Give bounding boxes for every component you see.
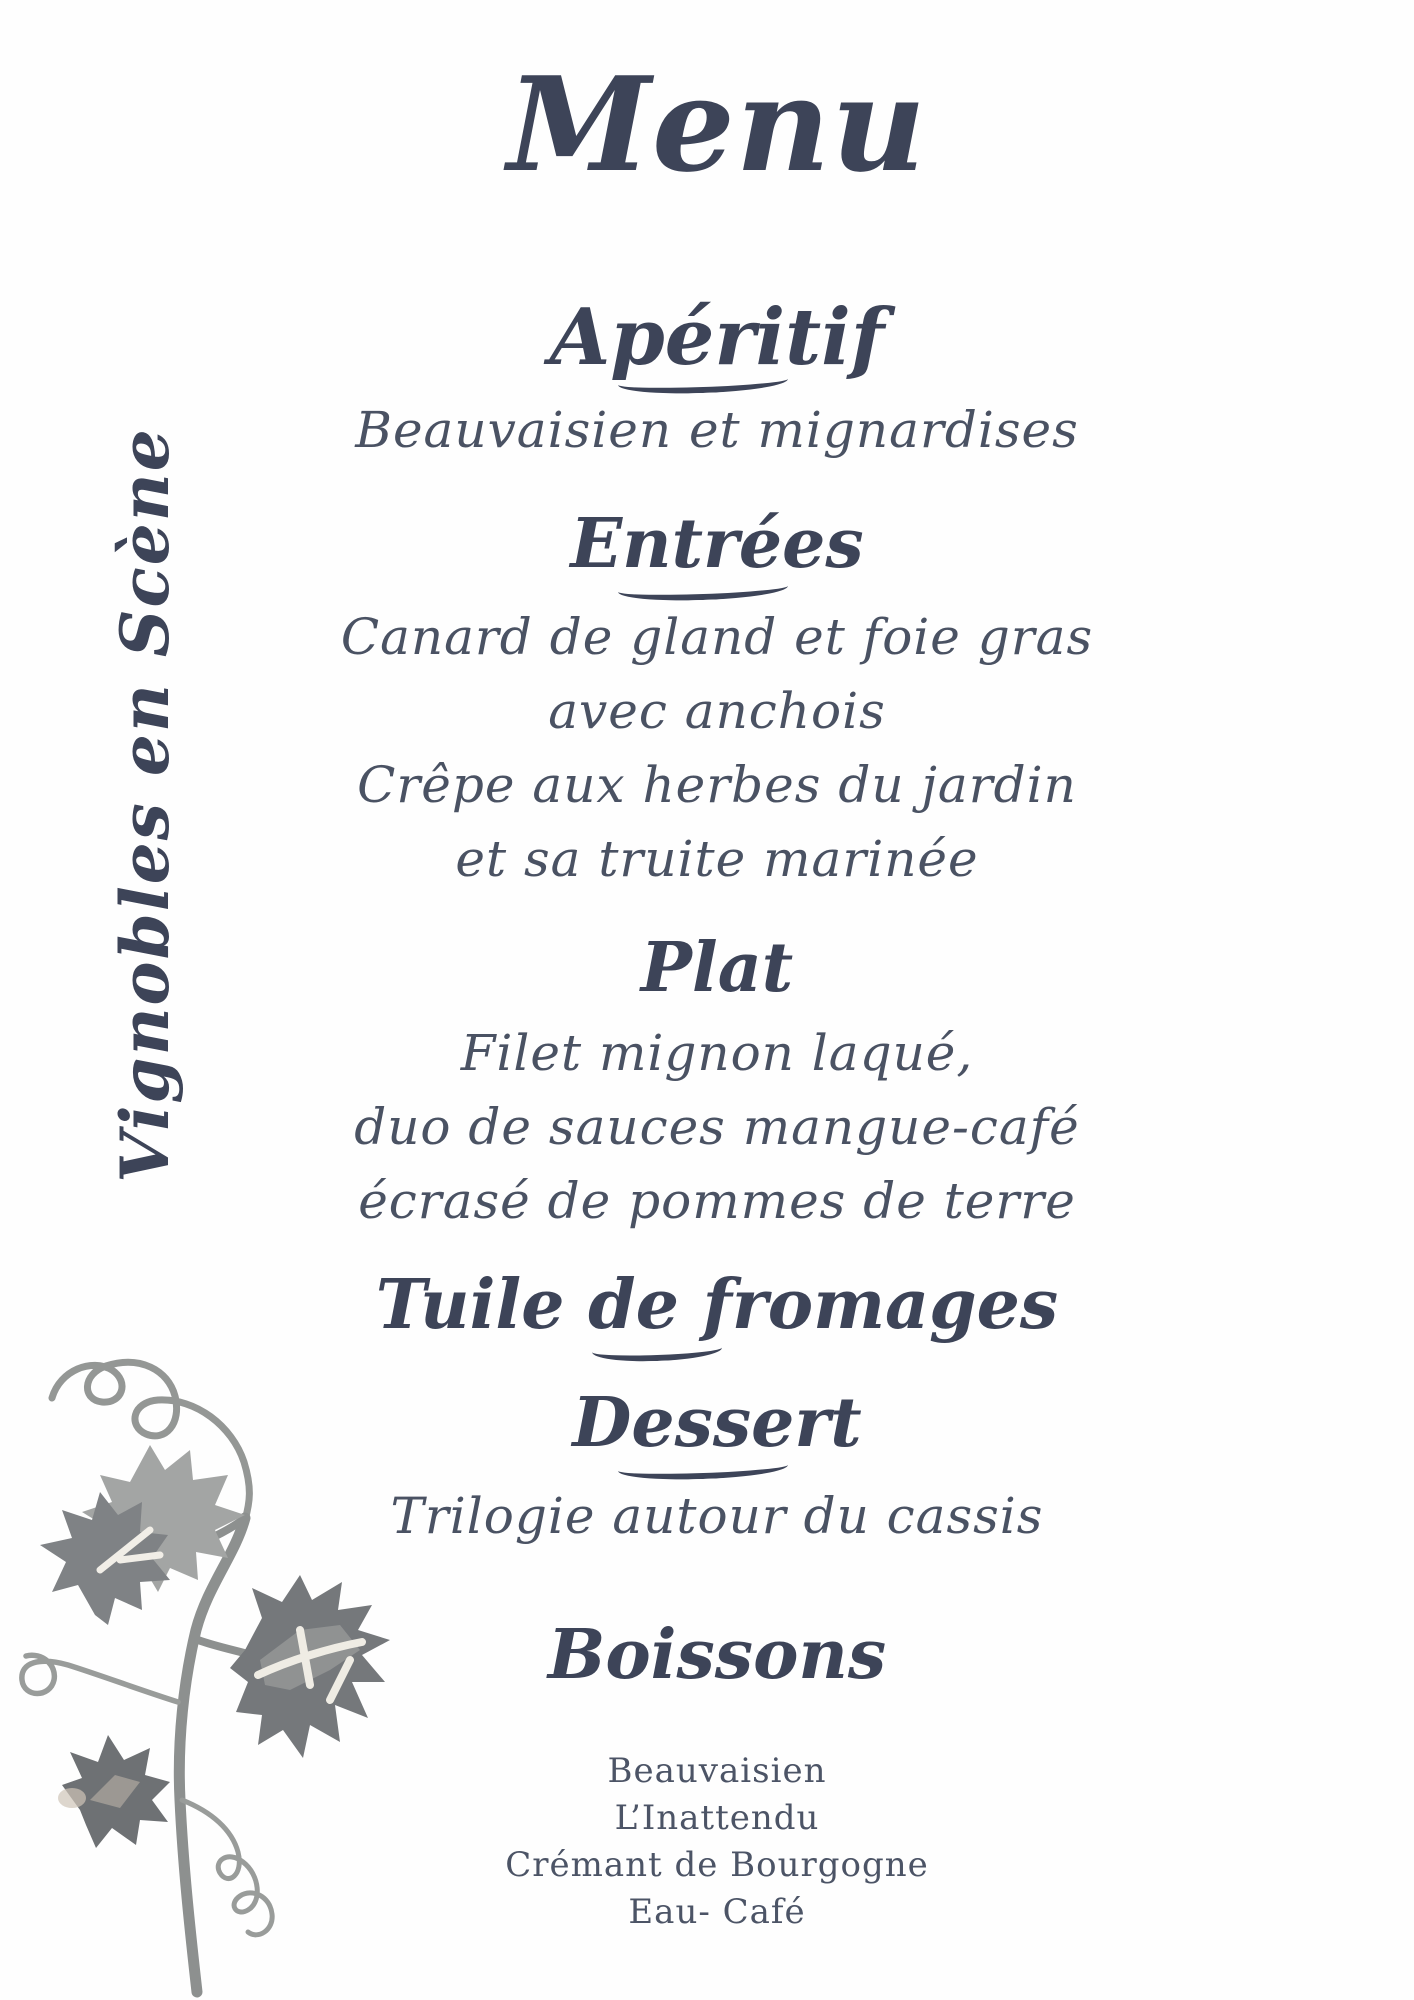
menu-item-line: Filet mignon laqué,: [460, 1024, 974, 1082]
drink-item: Beauvaisien: [607, 1751, 827, 1791]
section-dessert: [20, 1376, 1414, 1553]
drink-item: Eau- Café: [628, 1892, 806, 1932]
menu-item-line: Crêpe aux herbes du jardin: [357, 756, 1077, 814]
menu-item-line: Beauvaisien et mignardises: [355, 401, 1079, 459]
drink-item: L’Inattendu: [614, 1798, 820, 1838]
dessert-heading-text: Dessert: [572, 1383, 862, 1463]
fromages-heading-text: Tuile de fromages: [375, 1265, 1059, 1345]
entrees-heading: [20, 497, 1414, 600]
vertical-brand-text: Vignobles en Scène: [106, 427, 184, 1183]
menu-content: [20, 0, 1414, 1936]
fromages-heading: [20, 1258, 1414, 1361]
section-aperitif: [20, 290, 1414, 467]
plat-heading: [20, 921, 1414, 1016]
section-fromages: [20, 1258, 1414, 1361]
aperitif-heading: [20, 290, 1414, 393]
menu-item-line: et sa truite marinée: [455, 830, 979, 888]
entrees-heading-text: Entrées: [570, 504, 864, 584]
section-entrees: [20, 497, 1414, 896]
plat-heading-text: Plat: [640, 928, 794, 1008]
menu-title: Menu: [507, 48, 927, 201]
drink-item: Crémant de Bourgogne: [505, 1845, 929, 1885]
section-boissons: [20, 1608, 1414, 1936]
aperitif-heading-text: Apéritif: [549, 292, 885, 383]
menu-item-line: écrasé de pommes de terre: [358, 1172, 1076, 1230]
dessert-heading: [20, 1376, 1414, 1479]
menu-item-line: Trilogie autour du cassis: [390, 1487, 1044, 1545]
drinks-list: [20, 1748, 1414, 1936]
swash-flourish: [592, 1339, 723, 1364]
menu-item-line: Canard de gland et foie gras: [340, 608, 1094, 666]
menu-item-line: avec anchois: [548, 682, 886, 740]
boissons-heading-text: Boissons: [547, 1615, 887, 1695]
boissons-heading: [20, 1608, 1414, 1703]
menu-item-line: duo de sauces mangue-café: [354, 1098, 1080, 1156]
section-plat: [20, 921, 1414, 1238]
